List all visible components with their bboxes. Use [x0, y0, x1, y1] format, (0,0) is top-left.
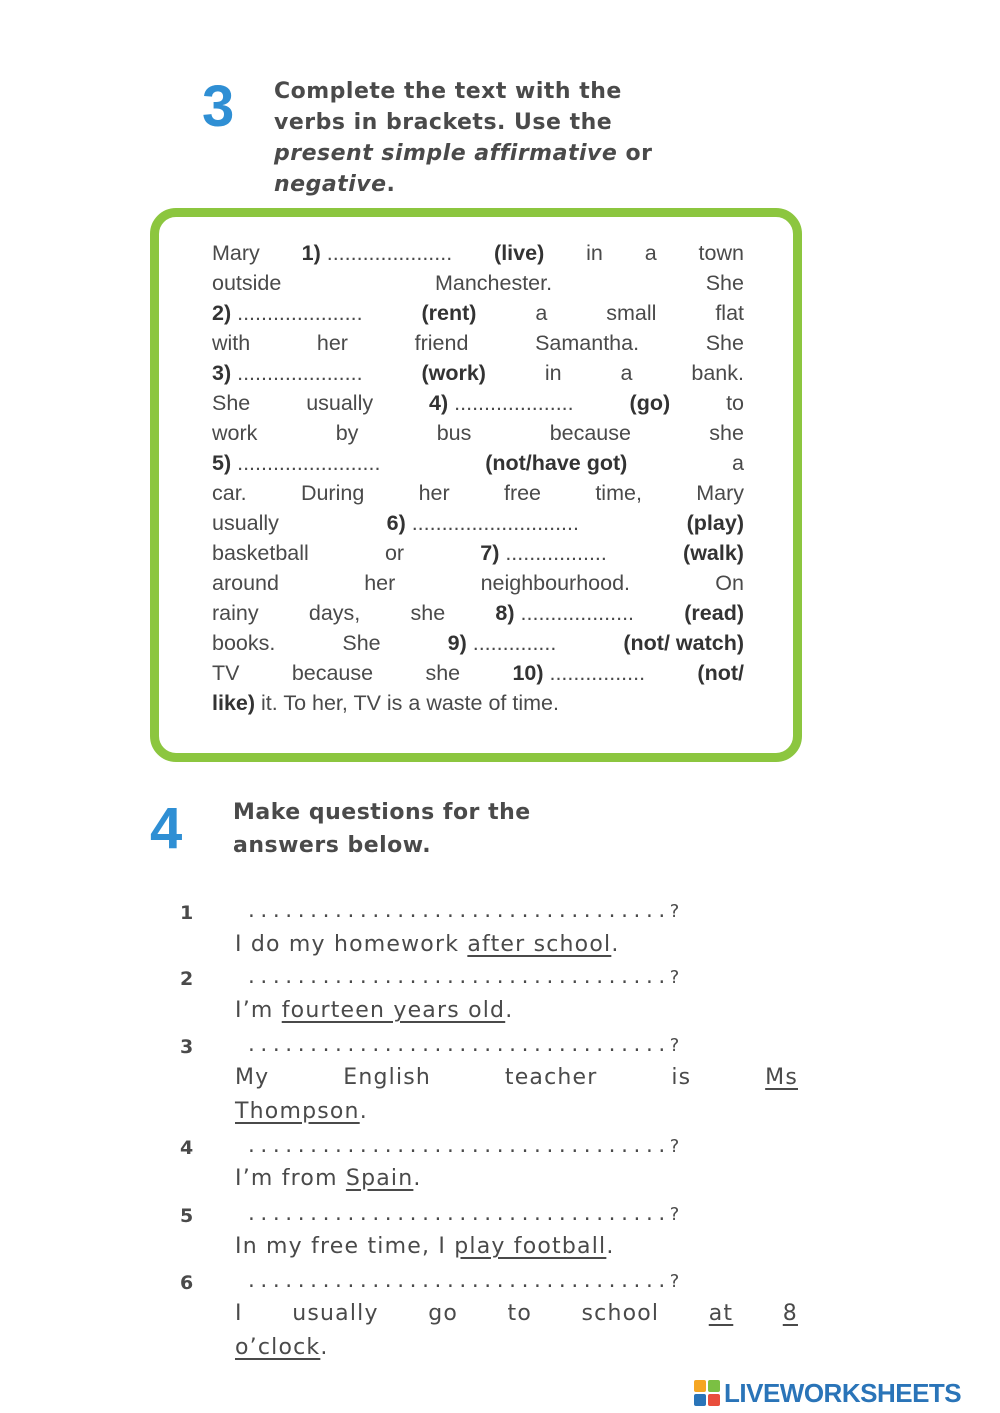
- passage-line: [212, 478, 744, 508]
- answer-sentence: o’clock.: [235, 1335, 329, 1360]
- passage-word: her: [418, 481, 450, 505]
- logo-square: [708, 1380, 720, 1392]
- logo-square: [708, 1394, 720, 1406]
- passage-word: rainy: [212, 601, 259, 625]
- passage-word: She: [342, 631, 381, 655]
- passage-word: town: [698, 241, 744, 265]
- passage-word: free: [503, 481, 542, 505]
- passage-word: (not/have got): [485, 451, 628, 475]
- passage-word: or: [384, 541, 405, 565]
- passage-word: by: [335, 421, 359, 445]
- passage-word: around: [212, 571, 279, 595]
- passage-word: (rent): [421, 301, 477, 325]
- passage-word: a: [620, 361, 633, 385]
- question-number: 2: [180, 968, 194, 990]
- answer-sentence: I usually go to school at 8: [235, 1301, 798, 1326]
- answer-sentence: I’m fourteen years old.: [235, 998, 514, 1023]
- passage-word: like) it. To her, TV is a waste of time.: [212, 691, 559, 715]
- question-number: 6: [180, 1272, 194, 1294]
- passage-word: 3) .....................: [212, 361, 363, 385]
- passage-word: work: [212, 421, 258, 445]
- instruction-italic: negative: [274, 172, 387, 197]
- passage-line: [212, 418, 744, 448]
- answer-blank[interactable]: ..................................?: [246, 1204, 682, 1225]
- instruction-line: [274, 138, 774, 169]
- answer-sentence: My English teacher is Ms: [235, 1065, 798, 1090]
- passage-line: [212, 598, 744, 628]
- passage-word: books.: [212, 631, 276, 655]
- passage-line: [212, 688, 744, 718]
- instruction-line: Complete the text with the: [274, 79, 622, 104]
- question-number: 5: [180, 1205, 194, 1227]
- passage-word: outside: [212, 271, 282, 295]
- passage-word: a: [732, 451, 744, 475]
- logo-text: LIVEWORKSHEETS: [724, 1377, 962, 1408]
- passage-word: in: [586, 241, 603, 265]
- passage-word: (not/ watch): [623, 631, 744, 655]
- passage-line: [212, 448, 744, 478]
- passage-word: TV: [212, 661, 240, 685]
- passage-word: Mary: [696, 481, 744, 505]
- passage-word: to: [726, 391, 744, 415]
- passage-word: 9) ..............: [447, 631, 557, 655]
- passage-word: in: [544, 361, 562, 385]
- passage-word: She: [212, 391, 251, 415]
- passage-word: time,: [595, 481, 642, 505]
- instruction-or: or: [625, 141, 653, 166]
- answer-sentence: In my free time, I play football.: [235, 1234, 615, 1259]
- passage-line: [212, 568, 744, 598]
- passage-line: [212, 328, 744, 358]
- passage-word: 1) .....................: [301, 241, 453, 265]
- answer-blank[interactable]: ..................................?: [246, 1035, 682, 1056]
- passage-word: 8) ...................: [495, 601, 635, 625]
- passage-line: [212, 238, 744, 268]
- passage-word: her: [364, 571, 396, 595]
- passage-word: 6) ............................: [386, 511, 579, 535]
- question-number: 4: [180, 1137, 194, 1159]
- passage-line: [212, 298, 744, 328]
- liveworksheets-logo[interactable]: [694, 1378, 961, 1408]
- question-number: 3: [180, 1036, 194, 1058]
- logo-square: [694, 1394, 706, 1406]
- passage-word: (work): [421, 361, 486, 385]
- passage-word: bus: [436, 421, 472, 445]
- passage-line: [212, 628, 744, 658]
- passage-line: [212, 538, 744, 568]
- passage-word: small: [606, 301, 657, 325]
- passage-word: days,: [308, 601, 361, 625]
- answer-blank[interactable]: ..................................?: [246, 901, 682, 922]
- exercise-4-number: 4: [150, 796, 183, 861]
- instruction-italic: present simple affirmative: [274, 141, 618, 166]
- passage-word: car.: [212, 481, 247, 505]
- passage-word: her: [316, 331, 348, 355]
- answer-sentence: I do my homework after school.: [235, 932, 620, 957]
- passage-word: because: [291, 661, 374, 685]
- passage-word: she: [425, 661, 461, 685]
- passage-word: (not/: [697, 661, 744, 685]
- answer-blank[interactable]: ..................................?: [246, 1136, 682, 1157]
- passage-word: basketball: [212, 541, 309, 565]
- passage-word: friend: [414, 331, 469, 355]
- exercise-3-instruction: [274, 76, 774, 200]
- passage-line: [212, 508, 744, 538]
- passage-word: a: [535, 301, 548, 325]
- passage-word: Manchester.: [434, 271, 553, 295]
- passage-line: [212, 358, 744, 388]
- passage-word: (walk): [683, 541, 744, 565]
- instruction-line: answers below.: [233, 833, 432, 858]
- liveworksheets-logo-icon: [694, 1380, 720, 1406]
- passage-word: Samantha.: [535, 331, 640, 355]
- answer-blank[interactable]: ..................................?: [246, 1271, 682, 1292]
- instruction-end: .: [386, 172, 396, 197]
- passage-word: Mary: [212, 241, 260, 265]
- passage-word: During: [300, 481, 365, 505]
- logo-square: [694, 1380, 706, 1392]
- passage-text: [212, 238, 744, 718]
- answer-sentence: I’m from Spain.: [235, 1166, 422, 1191]
- passage-word: usually: [212, 511, 279, 535]
- passage-word: On: [715, 571, 744, 595]
- exercise-3-number: 3: [202, 74, 235, 139]
- passage-word: (go): [629, 391, 671, 415]
- passage-word: with: [212, 331, 251, 355]
- passage-word: a: [644, 241, 657, 265]
- passage-word: She: [705, 271, 744, 295]
- passage-word: flat: [715, 301, 744, 325]
- passage-word: (play): [686, 511, 744, 535]
- passage-word: 10) ................: [512, 661, 646, 685]
- passage-word: bank.: [691, 361, 744, 385]
- passage-line: [212, 268, 744, 298]
- passage-word: 4) ....................: [429, 391, 574, 415]
- passage-word: (live): [494, 241, 545, 265]
- passage-line: [212, 388, 744, 418]
- instruction-line: [274, 169, 774, 200]
- passage-word: 5) ........................: [212, 451, 381, 475]
- passage-word: she: [709, 421, 744, 445]
- passage-word: usually: [306, 391, 374, 415]
- instruction-line: Make questions for the: [233, 800, 531, 825]
- question-number: 1: [180, 902, 194, 924]
- instruction-line: verbs in brackets. Use the: [274, 110, 613, 135]
- passage-line: [212, 658, 744, 688]
- passage-word: she: [410, 601, 446, 625]
- passage-word: 2) .....................: [212, 301, 363, 325]
- answer-sentence: Thompson.: [235, 1099, 368, 1124]
- answer-blank[interactable]: ..................................?: [246, 967, 682, 988]
- passage-word: neighbourhood.: [480, 571, 631, 595]
- exercise-4-instruction: [233, 796, 733, 862]
- passage-word: because: [549, 421, 631, 445]
- passage-word: (read): [684, 601, 744, 625]
- passage-word: 7) .................: [480, 541, 607, 565]
- passage-word: She: [705, 331, 744, 355]
